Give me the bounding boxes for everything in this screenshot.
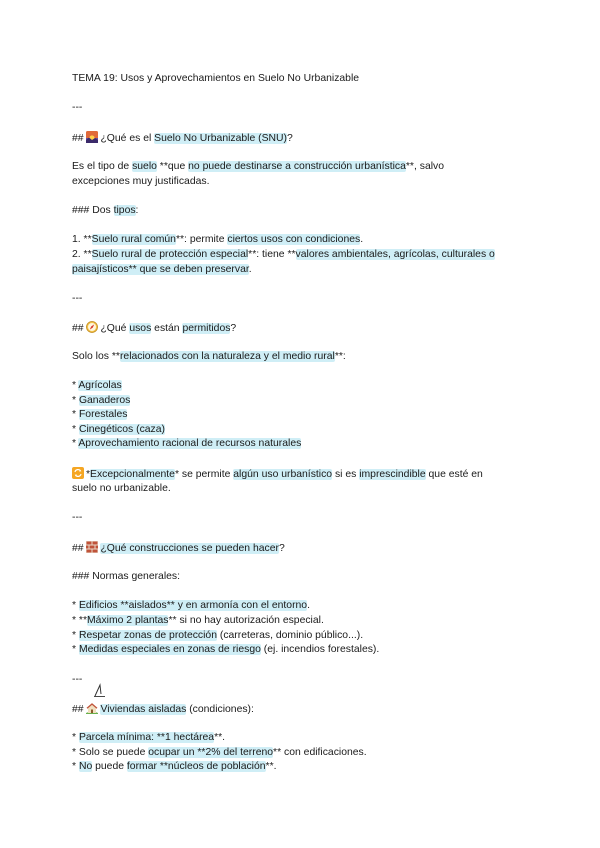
highlight: Forestales xyxy=(78,409,128,420)
bricks-emoji-icon xyxy=(86,541,98,553)
highlight: usos xyxy=(129,323,152,334)
highlight: Medidas especiales en zonas de riesgo xyxy=(78,644,261,655)
separator: --- xyxy=(72,102,83,113)
highlight: Suelo rural de protección especial xyxy=(91,249,249,260)
text: **: permite xyxy=(175,234,228,245)
list-item xyxy=(72,746,367,760)
text: Solo los ** xyxy=(72,351,120,362)
highlight: Suelo No Urbanizable (SNU) xyxy=(154,133,287,144)
highlight: valores ambientales, agrícolas, culturales o xyxy=(295,249,495,260)
text: * ** xyxy=(72,615,88,626)
text: que esté en xyxy=(425,469,483,480)
text: **que xyxy=(156,161,189,172)
list-item xyxy=(72,731,225,745)
list-item: * Cinegéticos (caza) xyxy=(72,424,165,435)
text: 1. ** xyxy=(72,234,92,245)
heading-text-end: ? xyxy=(278,543,285,554)
highlight: tipos xyxy=(113,205,136,216)
highlight: Máximo 2 plantas xyxy=(87,615,169,626)
text: **: xyxy=(334,351,346,362)
text: * xyxy=(86,469,91,480)
highlight: no puede destinarse a construcción urbanística xyxy=(188,161,406,172)
highlight: ocupar un **2% del terreno xyxy=(148,747,274,758)
text: * Solo se puede xyxy=(72,747,149,758)
section3-heading xyxy=(72,541,285,556)
highlight: Parcela mínima: **1 hectárea xyxy=(78,732,215,743)
note-line xyxy=(72,467,483,482)
compass-emoji-icon xyxy=(86,321,98,333)
list-item: * Aprovechamiento racional de recursos naturales xyxy=(72,438,302,449)
text: **: tiene ** xyxy=(248,249,296,260)
text: : xyxy=(135,205,139,216)
heading-text-end: (condiciones): xyxy=(186,704,254,715)
text: **. xyxy=(214,732,226,743)
section4-heading xyxy=(72,702,254,717)
paragraph-line: excepciones muy justificadas. xyxy=(72,176,210,187)
paragraph-line xyxy=(72,160,444,174)
highlight: Suelo rural común xyxy=(91,234,176,245)
text: ### Dos xyxy=(72,205,114,216)
text: * xyxy=(72,630,79,641)
text: . xyxy=(307,600,310,611)
heading-marker: ## xyxy=(72,704,84,715)
highlight: paisajísticos** que se deben preservar xyxy=(72,264,249,275)
highlight: ciertos usos con condiciones xyxy=(227,234,361,245)
text: . xyxy=(360,234,364,245)
text: si es xyxy=(332,469,360,480)
highlight: Aprovechamiento racional de recursos naturales xyxy=(78,438,302,449)
separator: --- xyxy=(72,512,83,523)
text: * xyxy=(72,732,79,743)
text: puede xyxy=(92,761,127,772)
highlight: algún uso urbanístico xyxy=(233,469,333,480)
heading-text: ¿Qué es el xyxy=(100,133,155,144)
highlight: imprescindible xyxy=(359,469,426,480)
pen-mark-icon xyxy=(92,682,108,698)
list-item xyxy=(72,629,363,643)
highlight: Agrícolas xyxy=(78,380,122,391)
note-line: suelo no urbanizable. xyxy=(72,483,171,494)
highlight: Respetar zonas de protección xyxy=(78,630,217,641)
section2-heading xyxy=(72,321,236,336)
text: . xyxy=(248,264,252,275)
heading-marker: ## xyxy=(72,543,84,554)
repeat-emoji-icon xyxy=(72,467,84,479)
text: * xyxy=(72,600,79,611)
list-item: * Agrícolas xyxy=(72,380,122,391)
highlight: Cinegéticos (caza) xyxy=(78,424,165,435)
list-item xyxy=(72,248,495,262)
sunset-emoji-icon xyxy=(86,131,98,143)
text: ** si no hay autorización especial. xyxy=(168,615,324,626)
text: 2. ** xyxy=(72,249,92,260)
heading-text-end: ? xyxy=(287,133,293,144)
highlight: Excepcionalmente xyxy=(90,469,175,480)
heading-text: ¿Qué xyxy=(100,323,130,334)
highlight: formar **núcleos de población xyxy=(126,761,266,772)
list-item xyxy=(72,643,379,657)
list-item: * Forestales xyxy=(72,409,128,420)
highlight: ¿Qué construcciones se pueden hacer xyxy=(100,543,279,554)
text: ** con edificaciones. xyxy=(273,747,367,758)
highlight: suelo xyxy=(132,161,157,172)
section1-heading xyxy=(72,131,293,146)
text: **. xyxy=(265,761,277,772)
highlight: relacionados con la naturaleza y el medio rural xyxy=(119,351,335,362)
highlight: Viviendas aisladas xyxy=(100,704,187,715)
house-emoji-icon xyxy=(86,702,98,714)
list-item xyxy=(72,599,310,613)
highlight: permitidos xyxy=(182,323,231,334)
text: Es el tipo de xyxy=(72,161,133,172)
list-item: * Ganaderos xyxy=(72,395,131,406)
highlight: Ganaderos xyxy=(78,395,131,406)
heading-text: están xyxy=(151,323,183,334)
heading-text-end: ? xyxy=(230,323,237,334)
paragraph-line xyxy=(72,350,346,364)
text: (carreteras, dominio público...). xyxy=(216,630,364,641)
text: **, salvo xyxy=(405,161,445,172)
separator: --- xyxy=(72,293,83,304)
text: * se permite xyxy=(174,469,234,480)
list-item xyxy=(72,233,363,247)
subheading xyxy=(72,204,138,218)
list-item-continued xyxy=(72,263,252,277)
highlight: Edificios **aislados** y en armonía con el entorno xyxy=(78,600,308,611)
heading-marker: ## xyxy=(72,323,84,334)
doc-title: TEMA 19: Usos y Aprovechamientos en Suelo No Urbanizable xyxy=(72,73,360,84)
list-item xyxy=(72,760,277,774)
separator: --- xyxy=(72,674,83,685)
list-item xyxy=(72,614,324,628)
text: * xyxy=(72,644,79,655)
highlight: No xyxy=(78,761,93,772)
subheading: ### Normas generales: xyxy=(72,571,181,582)
text: (ej. incendios forestales). xyxy=(260,644,380,655)
heading-marker: ## xyxy=(72,133,84,144)
text: * xyxy=(72,761,79,772)
